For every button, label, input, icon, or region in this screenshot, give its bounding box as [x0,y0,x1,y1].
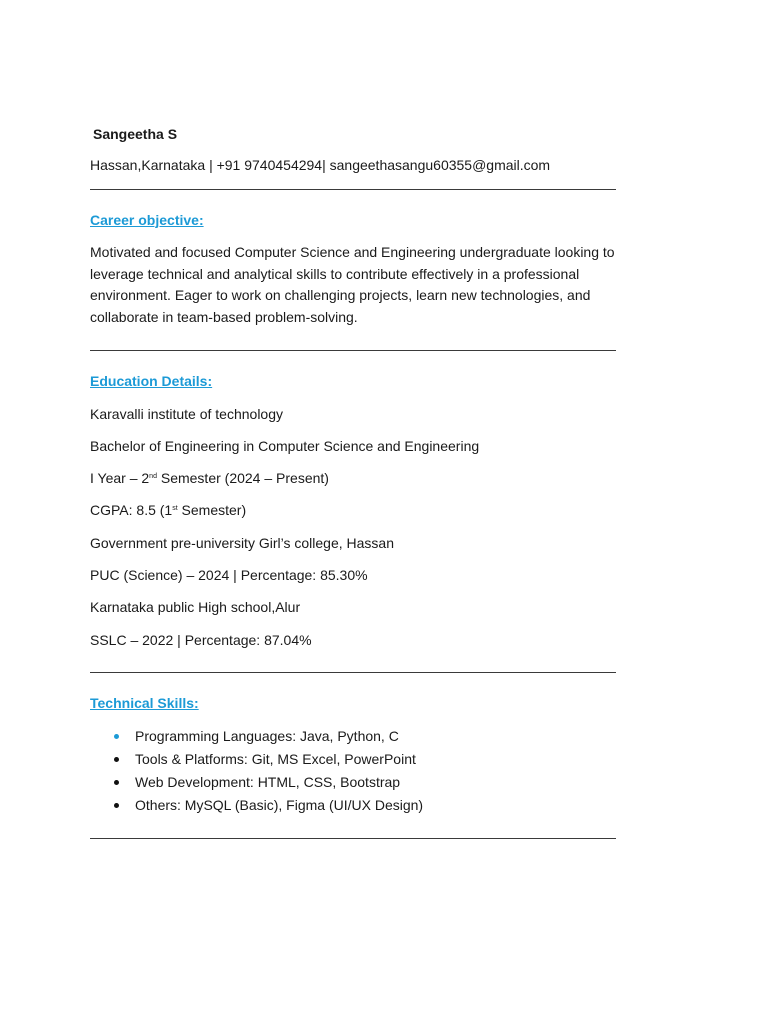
bullet-icon [114,757,119,762]
divider [90,672,616,673]
career-objective-heading: Career objective: [90,211,204,228]
year-semester [90,468,650,490]
education-heading: Education Details: [90,373,213,389]
year-suffix: Semester (2024 – Present) [156,470,329,487]
skill-text: Tools & Platforms: Git, MS Excel, PowerPoint [135,750,416,767]
cgpa-sup: st [172,505,178,513]
bullet-icon [114,734,119,739]
bullet-icon [114,803,119,808]
list-item [90,726,650,749]
skills-list [90,726,650,819]
college-name: Karavalli institute of technology [90,405,283,422]
technical-skills-heading: Technical Skills: [90,695,199,712]
divider [90,189,616,190]
skill-text: Web Development: HTML, CSS, Bootstrap [135,773,401,790]
cgpa-prefix: CGPA: 8.5 (1 [90,502,173,519]
year-prefix: I Year – 2 [90,470,150,487]
career-objective-text: Motivated and focused Computer Science and Engineering undergraduate looking to leverage technical and analytical skills to contribute effectively in a professional environment. Eager to work on challenging projects, learn new technologies, and collaborate in team-based problem-solving. [90,244,615,325]
cgpa [90,500,650,522]
cgpa-suffix: Semester) [177,502,247,519]
skill-text: Others: MySQL (Basic), Figma (UI/UX Design) [135,797,424,814]
list-item [90,772,650,795]
year-sup: nd [149,473,157,481]
contact-line: Hassan,Karnataka | +91 9740454294| sangeethasangu60355@gmail.com [90,157,551,173]
divider [90,350,616,351]
degree: Bachelor of Engineering in Computer Science and Engineering [90,437,480,454]
puc-college: Government pre-university Girl’s college, Hassan [90,534,394,551]
school-name: Karnataka public High school,Alur [90,599,301,616]
resume-page [90,124,650,859]
list-item [90,749,650,772]
sslc-result: SSLC – 2022 | Percentage: 87.04% [90,631,312,648]
puc-result: PUC (Science) – 2024 | Percentage: 85.30% [90,566,368,583]
bullet-icon [114,780,119,785]
list-item [90,795,650,818]
candidate-name: Sangeetha S [93,126,178,142]
skill-text: Programming Languages: Java, Python, C [135,727,399,744]
divider [90,838,616,839]
